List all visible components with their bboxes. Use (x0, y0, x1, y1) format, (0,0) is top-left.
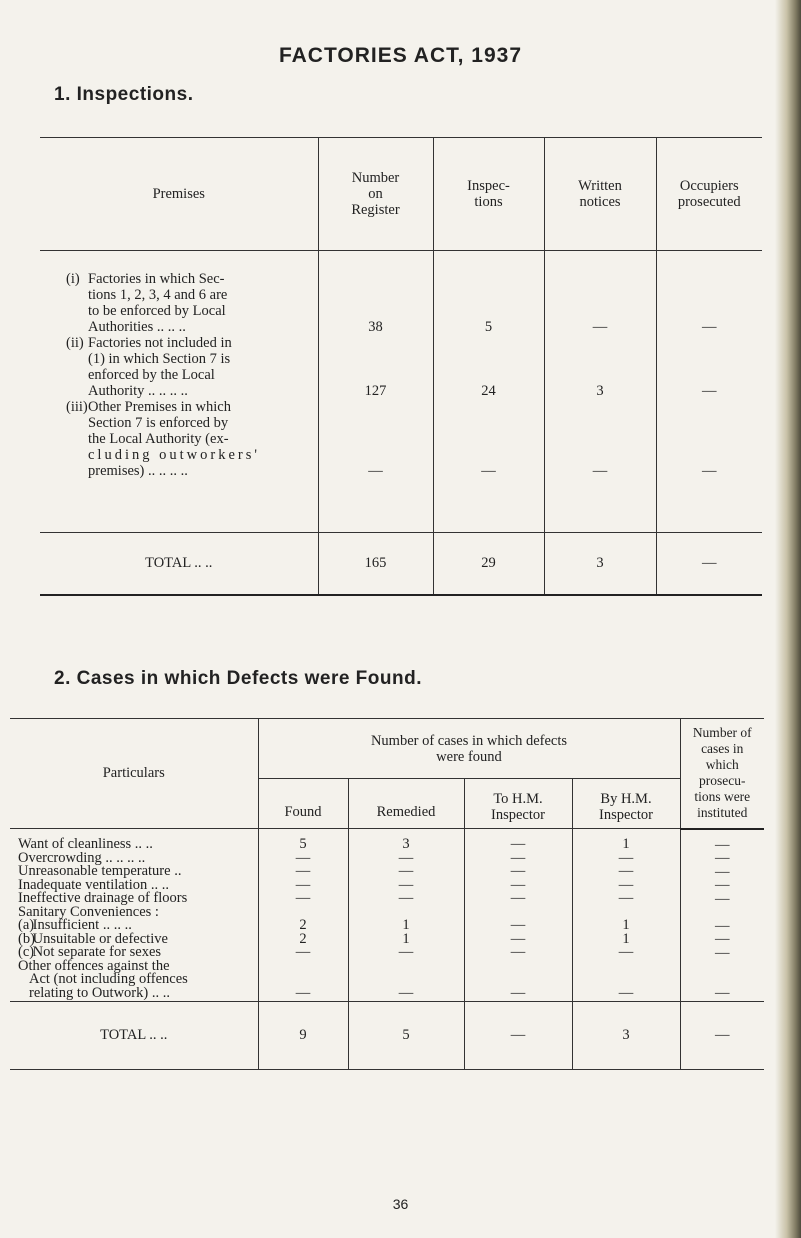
defects-heading: 2. Cases in which Defects were Found. (54, 668, 422, 689)
defects-table (10, 718, 764, 1070)
particulars-header: Particulars (10, 719, 258, 829)
other-offences-line-2: Act (not including offences (29, 971, 188, 987)
defects-body-row (10, 829, 764, 1002)
page-title: FACTORIES ACT, 1937 (278, 44, 523, 67)
other-offences-line-3: relating to Outwork) .. .. (29, 984, 170, 1001)
register-values: 38 127 — (318, 251, 433, 533)
to-inspector-values: — — — — — — — — — (464, 829, 572, 1002)
sanitary-heading: Sanitary Conveniences : (18, 903, 159, 920)
inspections-values: 5 24 — (433, 251, 544, 533)
inspections-header-row (40, 138, 762, 251)
page-number: 36 (392, 1196, 409, 1212)
particular-overcrowding: Overcrowding .. .. .. .. (18, 849, 146, 866)
total-by-inspector: 3 (572, 1001, 680, 1069)
sanitary-not-separate: (c) Not separate for sexes (18, 944, 162, 960)
defects-total-label: TOTAL .. .. (10, 1001, 258, 1069)
particular-drainage: Ineffective drainage of floors (18, 890, 188, 906)
by-inspector-values: 1 — — — — 1 1 — — (572, 829, 680, 1002)
prosecuted-header: Occupiers prosecuted (677, 178, 741, 210)
sanitary-unsuitable: (b) Unsuitable or defective (18, 930, 168, 947)
total-inspections: 29 (433, 533, 544, 595)
particulars-cell (10, 829, 258, 1002)
defects-header-row-1 (10, 719, 764, 779)
sanitary-insufficient: (a) Insufficient .. .. .. (18, 917, 132, 933)
remedied-header: Remedied (348, 779, 464, 829)
premises-header: Premises (40, 138, 318, 251)
found-values: 5 — — — — 2 2 — — (258, 829, 348, 1002)
prosecutions-values: — — — — — — — — — (715, 836, 730, 1001)
total-notices: 3 (544, 533, 656, 595)
total-prosecuted: — (702, 554, 717, 571)
prosecutions-header: Number of cases in which prosecu- tions were instituted (680, 719, 764, 829)
inspections-heading: 1. Inspections. (54, 84, 194, 105)
premises-item-iii: (iii)Other Premises in which Section 7 is enforced by the Local Authority (ex- cluding outworkers' premises) .. .. .. .. (66, 399, 260, 479)
particular-ventilation: Inadequate ventilation .. .. (18, 876, 169, 893)
inspections-total-row (40, 533, 762, 595)
premises-cell (40, 251, 318, 533)
total-found: 9 (258, 1001, 348, 1069)
particular-cleanliness: Want of cleanliness .. .. (18, 836, 153, 852)
found-header: Found (258, 779, 348, 829)
notices-header: Written notices (544, 138, 656, 251)
cases-group-header: Number of cases in which defects were found (258, 719, 680, 779)
register-header: Number on Register (318, 138, 433, 251)
by-inspector-header: By H.M. Inspector (572, 779, 680, 829)
scan-binding-edge (775, 0, 801, 1238)
total-to-inspector: — (464, 1001, 572, 1069)
total-prosecutions: — (715, 1026, 730, 1043)
defects-total-row (10, 1001, 764, 1069)
remedied-values: 3 — — — — 1 1 — — (348, 829, 464, 1002)
premises-item-ii: (ii) Factories not included in (1) in which Section 7 is enforced by the Local Authority .. .. .. .. (66, 335, 232, 399)
prosecuted-values: — — — (702, 319, 717, 479)
total-register: 165 (318, 533, 433, 595)
inspections-total-label: TOTAL .. .. (40, 533, 318, 595)
inspections-body-row (40, 251, 762, 533)
inspections-header: Inspec- tions (433, 138, 544, 251)
notices-values: — 3 — (544, 251, 656, 533)
to-inspector-header: To H.M. Inspector (464, 779, 572, 829)
inspections-table (40, 137, 762, 596)
total-remedied: 5 (348, 1001, 464, 1069)
premises-item-i: (i) Factories in which Sec- tions 1, 2, 3, 4 and 6 are to be enforced by Local Authorities .. .. .. (66, 271, 228, 335)
particular-temperature: Unreasonable temperature .. (18, 863, 182, 879)
other-offences-line-1: Other offences against the (18, 957, 170, 974)
